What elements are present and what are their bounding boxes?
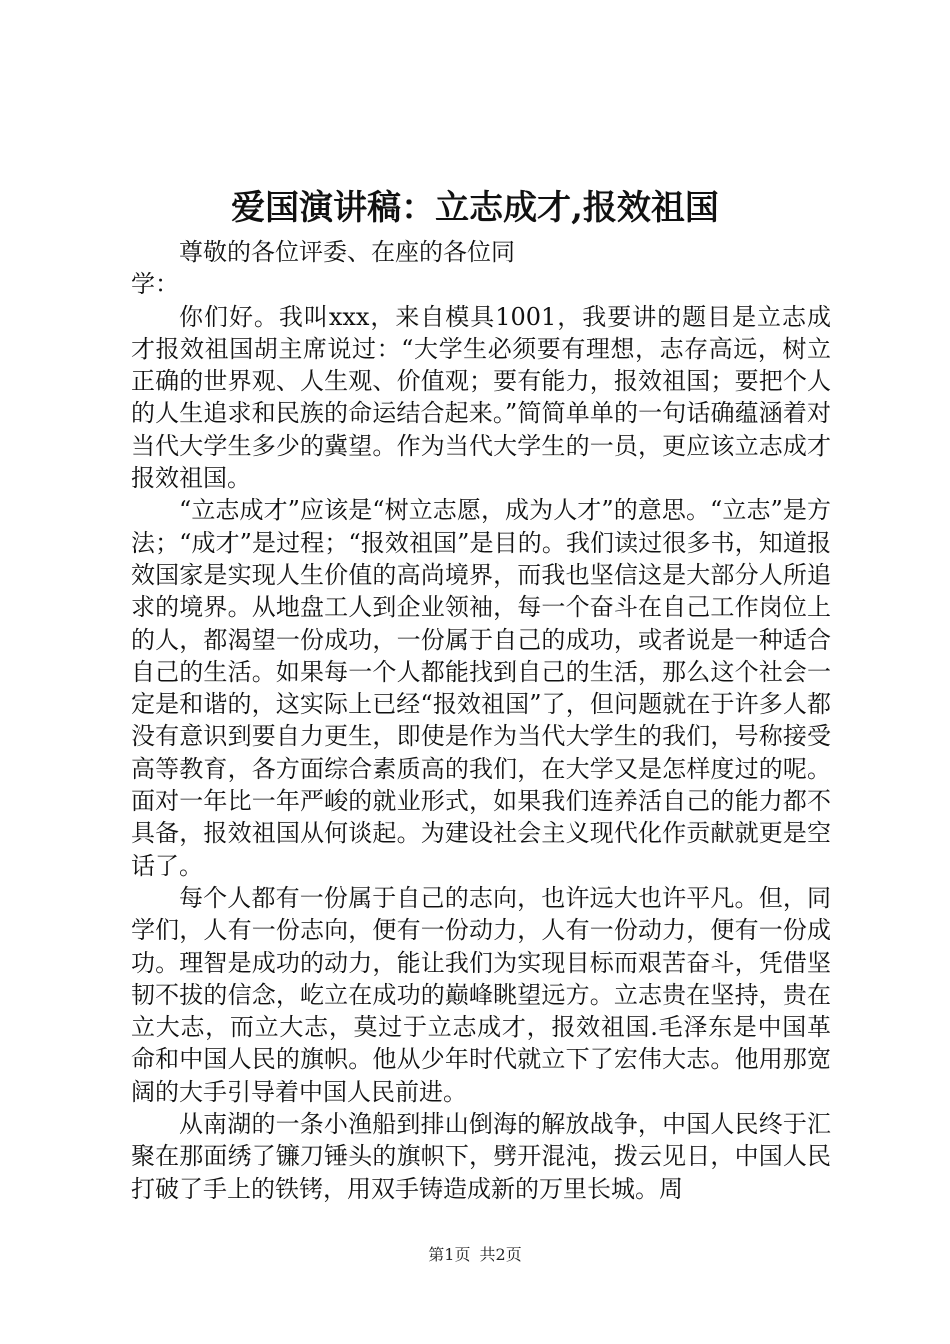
paragraph: 你们好。我叫xxx，来自模具1001，我要讲的题目是立志成才报效祖国胡主席说过：“大学生必须要有理想，志存高远，树立正确的世界观、人生观、价值观；要有能力，报效祖国；要把个人的人生追求和民族的命运结合起来。”简简单单的一句话确蕴涵着对当代大学生多少的冀望。作为当代大学生的一员，更应该立志成才报效祖国。: [131, 302, 831, 493]
salutation: 尊敬的各位评委、在座的各位同学：: [131, 238, 515, 299]
paragraph: 从南湖的一条小渔船到排山倒海的解放战争，中国人民终于汇聚在那面绣了镰刀锤头的旗帜下，劈开混沌，拨云见日，中国人民打破了手上的铁铐，用双手铸造成新的万里长城。周: [131, 1110, 831, 1203]
document-body: [131, 236, 831, 1205]
page-total: 共2页: [479, 1245, 522, 1264]
page-number: 第1页: [428, 1245, 471, 1264]
paragraph: “立志成才”应该是“树立志愿，成为人才”的意思。“立志”是方法；“成才”是过程；“报效祖国”是目的。我们读过很多书，知道报效国家是实现人生价值的高尚境界，而我也坚信这是大部分人所追求的境界。从地盘工人到企业领袖，每一个奋斗在自己工作岗位上的人，都渴望一份成功，一份属于自己的成功，或者说是一种适合自己的生活。如果每一个人都能找到自己的生活，那么这个社会一定是和谐的，这实际上已经“报效祖国”了，但问题就在于许多人都没有意识到要自力更生，即使是作为当代大学生的我们，号称接受高等教育，各方面综合素质高的我们，在大学又是怎样度过的呢。面对一年比一年严峻的就业形式，如果我们连养活自己的能力都不具备，报效祖国从何谈起。为建设社会主义现代化作贡献就更是空话了。: [131, 496, 831, 880]
paragraph: 每个人都有一份属于自己的志向，也许远大也许平凡。但，同学们，人有一份志向，便有一份动力，人有一份动力，便有一份成功。理智是成功的动力，能让我们为实现目标而艰苦奋斗，凭借坚韧不拔的信念，屹立在成功的巅峰眺望远方。立志贵在坚持，贵在立大志，而立大志，莫过于立志成才，报效祖国.毛泽东是中国革命和中国人民的旗帜。他从少年时代就立下了宏伟大志。他用那宽阔的大手引导着中国人民前进。: [131, 883, 831, 1106]
document-title: 爱国演讲稿：立志成才,报效祖国: [231, 188, 719, 228]
page-footer: [0, 1244, 950, 1266]
